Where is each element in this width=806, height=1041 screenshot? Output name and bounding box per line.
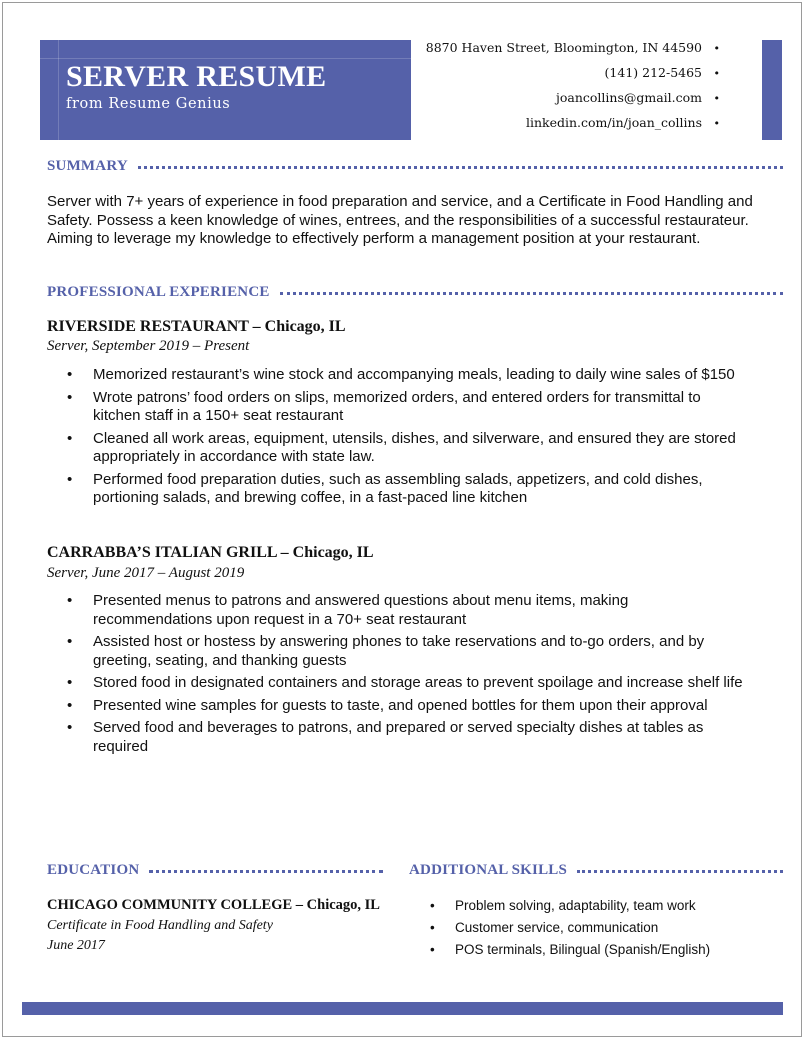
list-item [47,366,747,385]
list-item [410,919,770,936]
linkedin-link[interactable]: linkedin.com/in/joan_collins [525,115,703,130]
list-item-text: Customer service, communication [455,920,659,935]
job-employer: CARRABBA’S ITALIAN GRILL – Chicago, IL [47,544,374,561]
job-role: Server, September 2019 – Present [47,338,250,354]
banner-decor-line [58,40,59,140]
education-certificate: Certificate in Food Handling and Safety [47,918,273,933]
bullet-icon: • [67,388,73,406]
bullet-icon: • [430,942,435,957]
list-item [47,471,747,508]
bullet-icon: • [67,719,73,736]
bullet-icon: • [713,117,720,130]
experience-heading [47,284,783,301]
banner-decor-line [40,58,411,59]
dotted-divider [138,166,783,169]
bullet-icon: • [67,633,73,650]
list-item [410,897,770,914]
dotted-divider [149,870,383,873]
contact-email [400,90,720,115]
skills-heading-label: ADDITIONAL SKILLS [409,862,568,878]
list-item [410,941,770,958]
bullet-icon: • [713,92,720,105]
summary-heading [47,158,783,175]
list-item [47,697,747,716]
phone-text: (141) 212-5465 [604,65,703,80]
bullet-icon: • [67,592,73,609]
bullet-icon: • [67,696,73,714]
contact-block [400,40,720,140]
education-heading [47,862,383,879]
bullet-icon: • [67,366,73,383]
list-item-text: POS terminals, Bilingual (Spanish/English) [455,942,711,957]
dotted-divider [577,870,783,873]
list-item-text: Cleaned all work areas, equipment, utensils, dishes, and silverware, and ensured they are stored appropriately in accordance with state law. [93,429,736,465]
bullet-icon: • [67,470,73,488]
summary-heading-label: SUMMARY [47,158,128,174]
bullet-icon: • [67,674,73,691]
address-text: 8870 Haven Street, Bloomington, IN 44590 [425,40,703,55]
list-item-text: Performed food preparation duties, such as assembling salads, appetizers, and cold dishes, portioning salads, and brewing coffee, in a fast-paced line kitchen [93,470,703,506]
list-item-text: Presented menus to patrons and answered questions about menu items, making recommendations upon request in a 70+ seat restaurant [93,592,629,628]
contact-linkedin [400,115,720,140]
job-employer: RIVERSIDE RESTAURANT – Chicago, IL [47,318,346,335]
education-date: June 2017 [47,938,105,953]
list-item-text: Assisted host or hostess by answering phones to take reservations and to-go orders, and by greeting, seating, and thanking guests [93,633,705,669]
footer-accent-bar [22,1002,783,1015]
contact-phone [400,65,720,90]
education-school: CHICAGO COMMUNITY COLLEGE – Chicago, IL [47,897,380,913]
skills-heading [409,862,783,879]
job-role: Server, June 2017 – August 2019 [47,565,245,581]
list-item [47,592,747,629]
email-link[interactable]: joancollins@gmail.com [555,90,703,105]
bullet-icon: • [713,67,720,80]
list-item [47,674,747,693]
list-item-text: Presented wine samples for guests to taste, and opened bottles for them upon their approval [93,696,708,714]
header-accent-bar [762,40,782,140]
list-item [47,389,747,426]
list-item [47,719,747,756]
job-bullet-list [47,366,747,512]
skills-list [410,897,770,963]
header-banner [40,40,411,140]
education-heading-label: EDUCATION [47,862,140,878]
list-item-text: Memorized restaurant’s wine stock and accompanying meals, leading to daily wine sales of $150 [93,366,735,383]
list-item-text: Stored food in designated containers and storage areas to prevent spoilage and increase shelf life [93,674,743,691]
dotted-divider [280,292,783,295]
list-item [47,430,747,467]
experience-heading-label: PROFESSIONAL EXPERIENCE [47,284,270,300]
list-item-text: Problem solving, adaptability, team work [455,898,696,913]
bullet-icon: • [713,42,720,55]
list-item [47,633,747,670]
list-item-text: Wrote patrons’ food orders on slips, memorized orders, and entered orders for transmittal to kitchen staff in a 150+ seat restaurant [93,388,701,424]
resume-title: SERVER RESUME [66,60,327,93]
summary-text: Server with 7+ years of experience in food preparation and service, and a Certificate in Food Handling and Safety. Possess a keen knowledge of wines, entrees, and the responsibilities of a successful restaurateur. Aiming to leverage my knowledge to effectively perform a management position at your restaurant. [47,193,753,247]
list-item-text: Served food and beverages to patrons, and prepared or served specialty dishes at tables as required [93,719,704,755]
bullet-icon: • [67,429,73,447]
resume-subtitle: from Resume Genius [66,96,231,112]
contact-address [400,40,720,65]
bullet-icon: • [430,898,435,913]
job-bullet-list [47,592,747,760]
bullet-icon: • [430,920,435,935]
